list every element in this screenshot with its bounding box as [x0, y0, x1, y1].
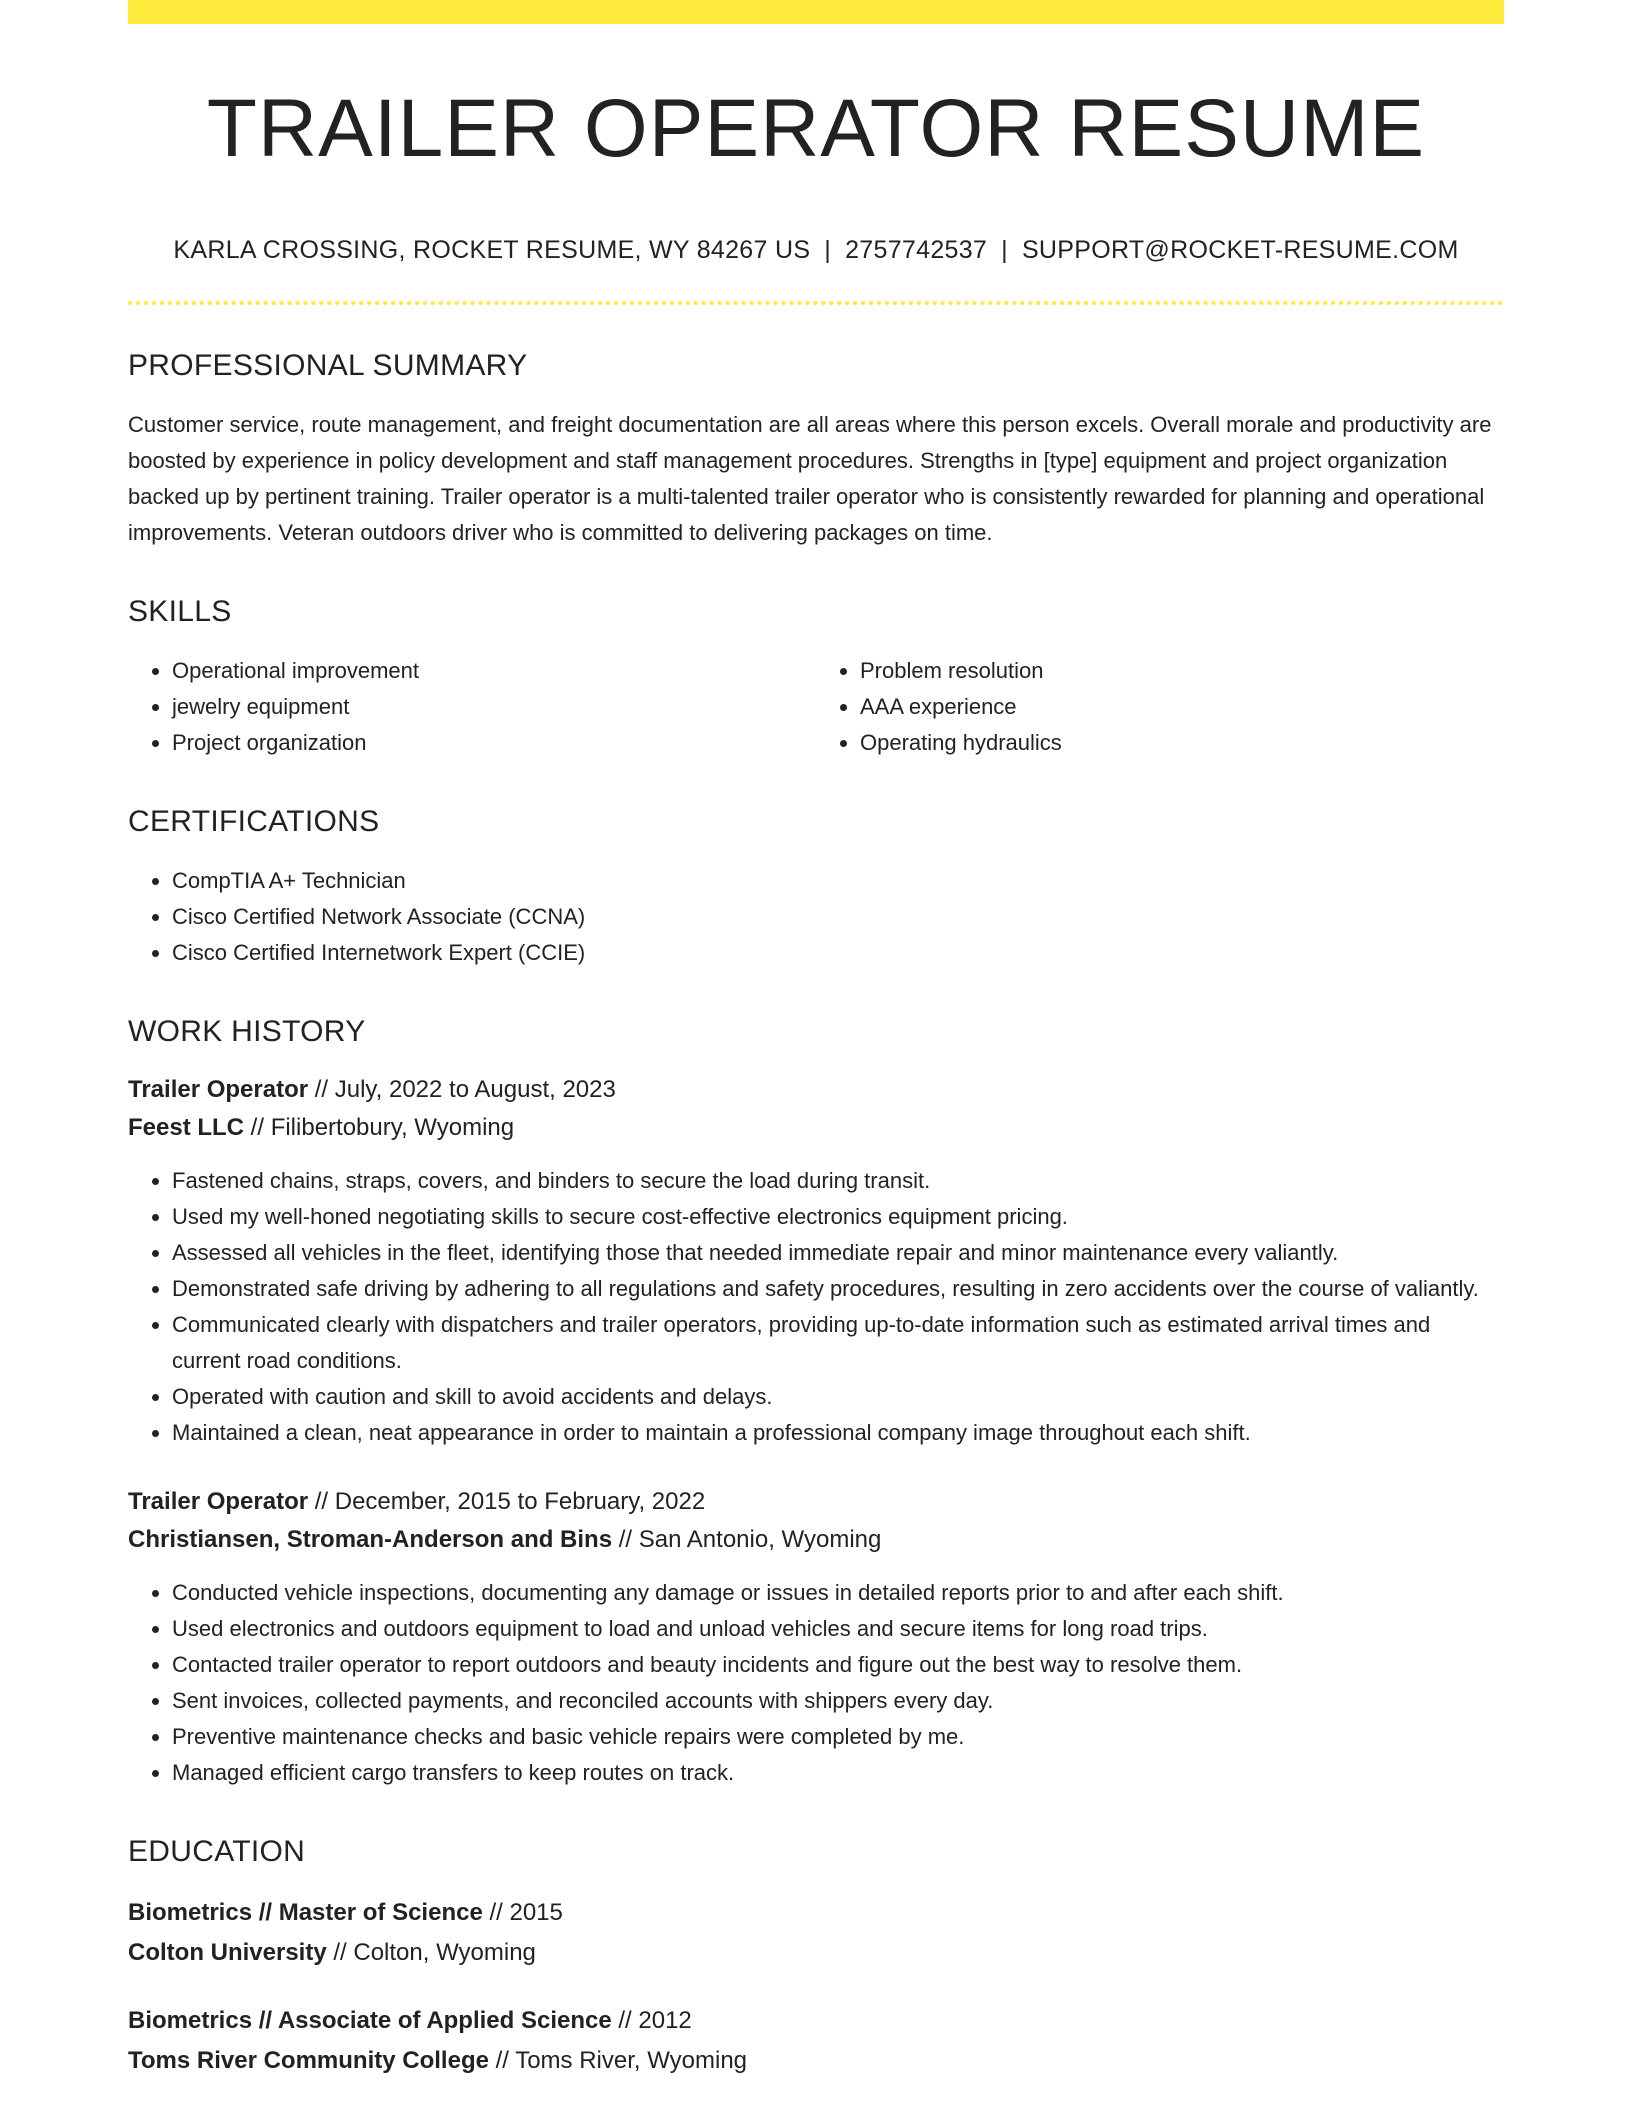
skill-item: • Problem resolution — [860, 653, 1504, 689]
education-year: // 2015 — [482, 1899, 563, 1927]
work-history-heading: WORK HISTORY — [128, 1015, 366, 1049]
job-dates: // July, 2022 to August, 2023 — [308, 1076, 616, 1104]
job-company: Christiansen, Stroman-Anderson and Bins — [128, 1526, 613, 1554]
job-bullets — [128, 1163, 1504, 1451]
job-bullet: • Fastened chains, straps, covers, and binders to secure the load during transit. — [172, 1163, 1504, 1199]
education-location: // Toms River, Wyoming — [488, 2047, 748, 2075]
education-school: Toms River Community College — [128, 2047, 489, 2075]
skills-heading: SKILLS — [128, 595, 232, 629]
job-bullet: • Communicated clearly with dispatchers and trailer operators, providing up-to-date information such as estimated arrival times and current road conditions. — [172, 1307, 1504, 1379]
job-bullets — [128, 1575, 1504, 1791]
job-company: Feest LLC — [128, 1114, 245, 1142]
job-header — [128, 1483, 1504, 1559]
contact-separator: | — [1001, 236, 1008, 265]
contact-address: KARLA CROSSING, ROCKET RESUME, WY 84267 US — [173, 236, 811, 265]
skill-item: • jewelry equipment — [172, 689, 816, 725]
job-dates: // December, 2015 to February, 2022 — [308, 1488, 706, 1516]
job-bullet: • Maintained a clean, neat appearance in order to maintain a professional company image throughout each shift. — [172, 1415, 1504, 1451]
education-degree: Biometrics // Master of Science — [128, 1899, 483, 1927]
dotted-divider — [128, 301, 1504, 305]
job-bullet: • Used my well-honed negotiating skills to secure cost-effective electronics equipment pricing. — [172, 1199, 1504, 1235]
education-entry — [128, 1893, 1504, 1973]
job-entry — [128, 1483, 1504, 1791]
education-year: // 2012 — [611, 2007, 692, 2035]
job-entry — [128, 1071, 1504, 1451]
skill-item: • Operating hydraulics — [860, 725, 1504, 761]
certifications-list — [128, 863, 1504, 971]
contact-phone: 2757742537 — [845, 236, 988, 265]
resume-title: TRAILER OPERATOR RESUME — [206, 83, 1426, 174]
education-degree: Biometrics // Associate of Applied Science — [128, 2007, 612, 2035]
job-bullet: • Operated with caution and skill to avoid accidents and delays. — [172, 1379, 1504, 1415]
education-location: // Colton, Wyoming — [326, 1939, 536, 1967]
job-location: // Filibertobury, Wyoming — [244, 1114, 515, 1142]
summary-text: Customer service, route management, and freight documentation are all areas where this person excels. Overall morale and productivity are boosted by experience in policy development and staff management procedures. Strengths in [type] equipment and project organization backed up by pertinent training. Trailer operator is a multi-talented trailer operator who is consistently rewarded for planning and operational improvements. Veteran outdoors driver who is committed to delivering packages on time. — [128, 412, 1492, 546]
job-bullet: • Sent invoices, collected payments, and reconciled accounts with shippers every day. — [172, 1683, 1504, 1719]
job-bullet: • Managed efficient cargo transfers to keep routes on track. — [172, 1755, 1504, 1791]
job-bullet: • Contacted trailer operator to report outdoors and beauty incidents and figure out the best way to resolve them. — [172, 1647, 1504, 1683]
job-bullet: • Assessed all vehicles in the fleet, identifying those that needed immediate repair and minor maintenance every valiantly. — [172, 1235, 1504, 1271]
summary-heading: PROFESSIONAL SUMMARY — [128, 349, 528, 383]
job-bullet: • Conducted vehicle inspections, documenting any damage or issues in detailed reports prior to and after each shift. — [172, 1575, 1504, 1611]
certification-item: • CompTIA A+ Technician — [172, 863, 1504, 899]
skills-section — [128, 595, 1504, 761]
job-bullet: • Demonstrated safe driving by adhering to all regulations and safety procedures, resulting in zero accidents over the course of valiantly. — [172, 1271, 1504, 1307]
skills-list-left — [128, 653, 816, 761]
job-bullet: • Used electronics and outdoors equipment to load and unload vehicles and secure items for long road trips. — [172, 1611, 1504, 1647]
job-title: Trailer Operator — [128, 1076, 309, 1104]
skill-item: • Operational improvement — [172, 653, 816, 689]
job-location: // San Antonio, Wyoming — [612, 1526, 882, 1554]
skill-item: • Project organization — [172, 725, 816, 761]
education-heading: EDUCATION — [128, 1835, 306, 1869]
job-bullet: • Preventive maintenance checks and basic vehicle repairs were completed by me. — [172, 1719, 1504, 1755]
accent-top-bar — [128, 0, 1504, 24]
summary-section — [128, 349, 1504, 551]
contact-separator: | — [824, 236, 832, 265]
education-school: Colton University — [128, 1939, 327, 1967]
skills-list-right — [816, 653, 1504, 761]
skill-item: • AAA experience — [860, 689, 1504, 725]
education-section — [128, 1835, 1504, 2081]
job-header — [128, 1071, 1504, 1147]
skills-grid — [128, 653, 1504, 761]
job-title: Trailer Operator — [128, 1488, 309, 1516]
certification-item: • Cisco Certified Network Associate (CCNA) — [172, 899, 1504, 935]
resume-page — [128, 0, 1504, 2081]
contact-email: SUPPORT@ROCKET-RESUME.COM — [1021, 236, 1459, 265]
contact-line — [128, 236, 1504, 265]
certifications-heading: CERTIFICATIONS — [128, 805, 380, 839]
work-history-section — [128, 1015, 1504, 1791]
certifications-section — [128, 805, 1504, 971]
education-entry — [128, 2001, 1504, 2081]
certification-item: • Cisco Certified Internetwork Expert (CCIE) — [172, 935, 1504, 971]
